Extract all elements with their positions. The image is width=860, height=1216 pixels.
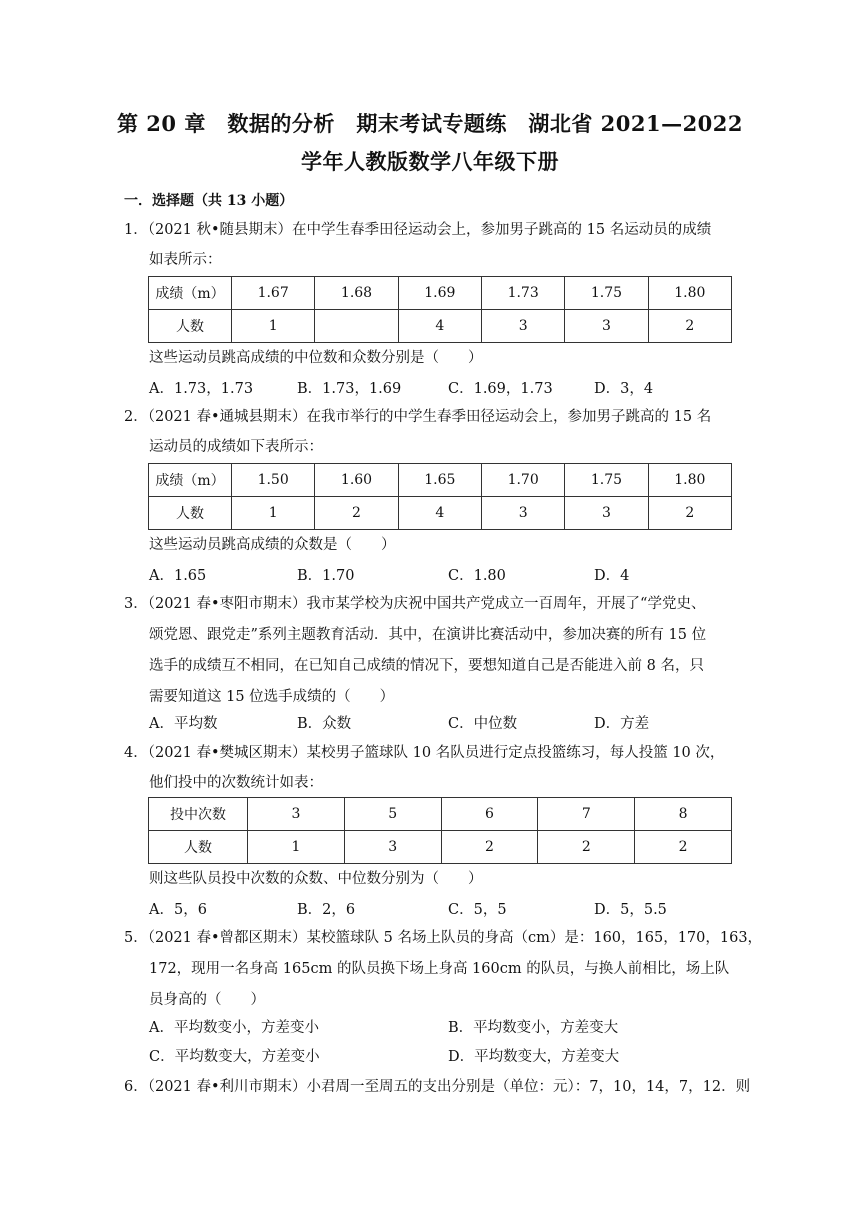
table-row [149,798,732,831]
q3-line-4: 需要知道这 15 位选手成绩的（ ） [149,689,395,705]
q2-table [148,463,732,530]
table-cell: 1.67 [232,277,315,310]
q1-line-1: 1．（2021 秋•随县期末）在中学生春季田径运动会上，参加男子跳高的 15 名运动员的成绩 [124,222,712,238]
table-cell: 8 [635,798,732,831]
table-cell: 2 [441,831,538,864]
table-cell: 人数 [149,831,248,864]
table-cell: 3 [565,497,648,530]
table-cell: 1.75 [565,277,648,310]
page-title-line-1: 第 20 章 数据的分析 期末考试专题练 湖北省 2021—2022 [116,111,744,136]
table-cell: 成绩（m） [149,277,232,310]
q5-option-a[interactable]: A．平均数变小，方差变小 [149,1020,319,1036]
q2-stem: 这些运动员跳高成绩的众数是（ ） [149,537,396,553]
q2-line-2: 运动员的成绩如下表所示： [149,439,323,455]
table-cell: 2 [648,497,731,530]
table-cell: 2 [635,831,732,864]
table-cell: 1.70 [481,464,564,497]
table-cell: 3 [344,831,441,864]
q5-option-c[interactable]: C．平均数变大，方差变小 [149,1049,320,1065]
table-cell: 成绩（m） [149,464,232,497]
q4-option-b[interactable]: B．2，6 [297,902,356,918]
q3-option-c[interactable]: C．中位数 [448,716,518,732]
table-cell: 1 [232,497,315,530]
table-cell: 1.80 [648,464,731,497]
q3-option-b[interactable]: B．众数 [297,716,352,732]
table-cell: 1 [248,831,345,864]
table-cell: 1.75 [565,464,648,497]
q2-option-a[interactable]: A．1.65 [149,568,207,584]
table-cell: 2 [315,497,398,530]
q3-line-2: 颂党恩、跟党走”系列主题教育活动．其中，在演讲比赛活动中，参加决赛的所有 15 位 [149,627,707,643]
table-cell: 1 [232,310,315,343]
q3-option-a[interactable]: A．平均数 [149,716,218,732]
q2-option-b[interactable]: B．1.70 [297,568,355,584]
q2-option-c[interactable]: C．1.80 [448,568,506,584]
q1-stem: 这些运动员跳高成绩的中位数和众数分别是（ ） [149,350,483,366]
q6-line-1: 6．（2021 春•利川市期末）小君周一至周五的支出分别是（单位：元）：7，10，14，7，12．则 [124,1079,751,1095]
table-cell: 4 [398,497,481,530]
table-cell: 1.50 [232,464,315,497]
table-row [149,831,732,864]
q5-line-3: 员身高的（ ） [149,992,265,1008]
q1-option-a[interactable]: A．1.73，1.73 [149,381,254,397]
table-row [149,277,732,310]
q4-line-1: 4．（2021 春•樊城区期末）某校男子篮球队 10 名队员进行定点投篮练习，每人投篮 10 次， [124,745,725,761]
table-cell: 3 [565,310,648,343]
q4-option-c[interactable]: C．5，5 [448,902,507,918]
q1-line-2: 如表所示： [149,252,222,268]
table-row [149,497,732,530]
section-heading: 一．选择题（共 13 小题） [124,193,294,209]
table-cell: 人数 [149,310,232,343]
table-cell: 1.60 [315,464,398,497]
page-title-line-2: 学年人教版数学八年级下册 [301,149,559,174]
q4-stem: 则这些队员投中次数的众数、中位数分别为（ ） [149,871,483,887]
table-cell: 2 [538,831,635,864]
table-cell: 1.80 [648,277,731,310]
table-cell: 4 [398,310,481,343]
q2-option-d[interactable]: D．4 [594,568,630,584]
q4-line-2: 他们投中的次数统计如表： [149,775,323,791]
q3-line-1: 3．（2021 春•枣阳市期末）我市某学校为庆祝中国共产党成立一百周年，开展了“学党史、 [124,596,706,612]
q4-option-d[interactable]: D．5，5.5 [594,902,667,918]
q4-option-a[interactable]: A．5，6 [149,902,207,918]
q4-table [148,797,732,864]
q3-line-3: 选手的成绩互不相同，在已知自己成绩的情况下，要想知道自己是否能进入前 8 名，只 [149,658,704,674]
q1-option-b[interactable]: B．1.73，1.69 [297,381,402,397]
q5-line-1: 5．（2021 春•曾都区期末）某校篮球队 5 名场上队员的身高（cm）是：160，165，170，163， [124,930,763,946]
table-cell: 7 [538,798,635,831]
q1-table [148,276,732,343]
table-cell: 3 [481,310,564,343]
table-cell: 1.68 [315,277,398,310]
table-cell: 6 [441,798,538,831]
q5-line-2: 172，现用一名身高 165cm 的队员换下场上身高 160cm 的队员，与换人前相比，场上队 [149,961,730,977]
q5-option-b[interactable]: B．平均数变小，方差变大 [448,1020,619,1036]
q1-option-c[interactable]: C．1.69，1.73 [448,381,553,397]
q3-option-d[interactable]: D．方差 [594,716,650,732]
table-cell: 1.69 [398,277,481,310]
q2-line-1: 2．（2021 春•通城县期末）在我市举行的中学生春季田径运动会上，参加男子跳高的 15 名 [124,409,712,425]
table-row [149,310,732,343]
table-cell [315,310,398,343]
table-row [149,464,732,497]
table-cell: 3 [481,497,564,530]
table-cell: 3 [248,798,345,831]
q1-option-d[interactable]: D．3，4 [594,381,654,397]
table-cell: 1.65 [398,464,481,497]
table-cell: 2 [648,310,731,343]
table-cell: 1.73 [481,277,564,310]
table-cell: 投中次数 [149,798,248,831]
table-cell: 5 [344,798,441,831]
table-cell: 人数 [149,497,232,530]
q5-option-d[interactable]: D．平均数变大，方差变大 [448,1049,620,1065]
